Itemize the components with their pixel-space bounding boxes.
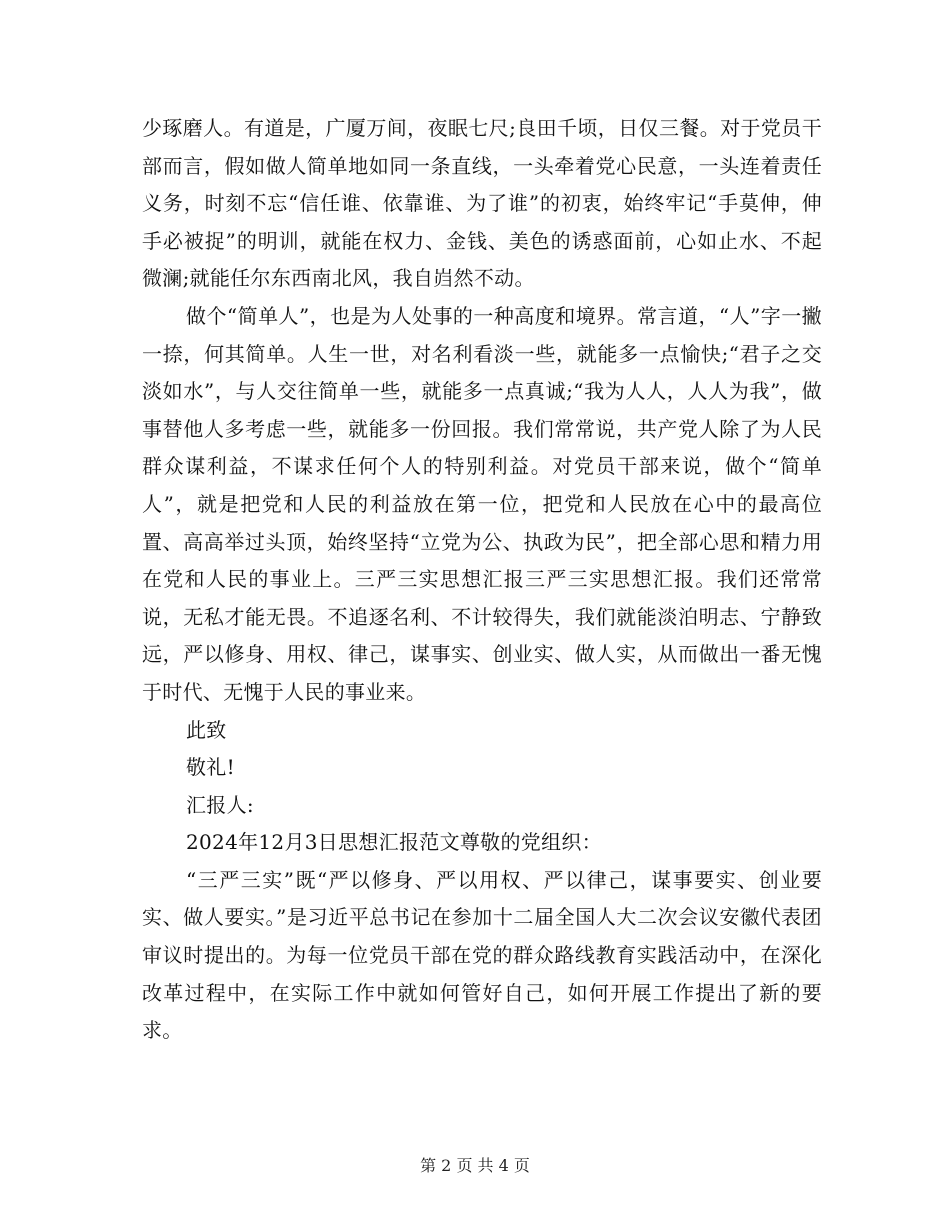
reporter-line: 汇报人: [186,792,254,817]
paragraph-1: 少琢磨人。有道是，广厦万间，夜眠七尺;良田千顷，日仅三餐。对于党员干部而言，假如做人简单地如同一条直线，一头牵着党心民意，一头连着责任义务，时刻不忘“信任谁、依靠谁、为了谁”的初衷，始终牢记“手莫伸，伸手必被捉”的明训，就能在权力、金钱、美色的诱惑面前，心如止水、不起微澜;就能任尔东西南北风，我自岿然不动。 [142,116,822,291]
date-and-new-heading: 2024年12月3日思想汇报范文尊敬的党组织： [186,830,602,855]
paragraph-3: “三严三实”既“严以修身、严以用权、严以律己，谋事要实、创业要实、做人要实。”是习近平总书记在参加十二届全国人大二次会议安徽代表团审议时提出的。为每一位党员干部在党的群众路线教育实践活动中，在深化改革过程中，在实际工作中就如何管好自己，如何开展工作提出了新的要求。 [142,867,822,1043]
page-number-footer: 第 2 页 共 4 页 [420,1156,530,1175]
closing-respect: 敬礼! [186,755,235,780]
paragraph-2: 做个“简单人”，也是为人处事的一种高度和境界。常言道，“人”字一撇一捺，何其简单。人生一世，对名利看淡一些，就能多一点愉快;“君子之交淡如水”，与人交往简单一些，就能多一点真诚;“我为人人，人人为我”，做事替他人多考虑一些，就能多一份回报。我们常常说，共产党人除了为人民群众谋利益，不谋求任何个人的特别利益。对党员干部来说，做个“简单人”，就是把党和人民的利益放在第一位，把党和人民放在心中的最高位置、高高举过头顶，始终坚持“立党为公、执政为民”，把全部心思和精力用在党和人民的事业上。三严三实思想汇报三严三实思想汇报。我们还常常说，无私才能无畏。不追逐名利、不计较得失，我们就能淡泊明志、宁静致远，严以修身、用权、律己，谋事实、创业实、做人实，从而做出一番无愧于时代、无愧于人民的事业来。 [142,303,822,704]
document-body [142,110,822,1050]
closing-salutation: 此致 [186,717,227,742]
